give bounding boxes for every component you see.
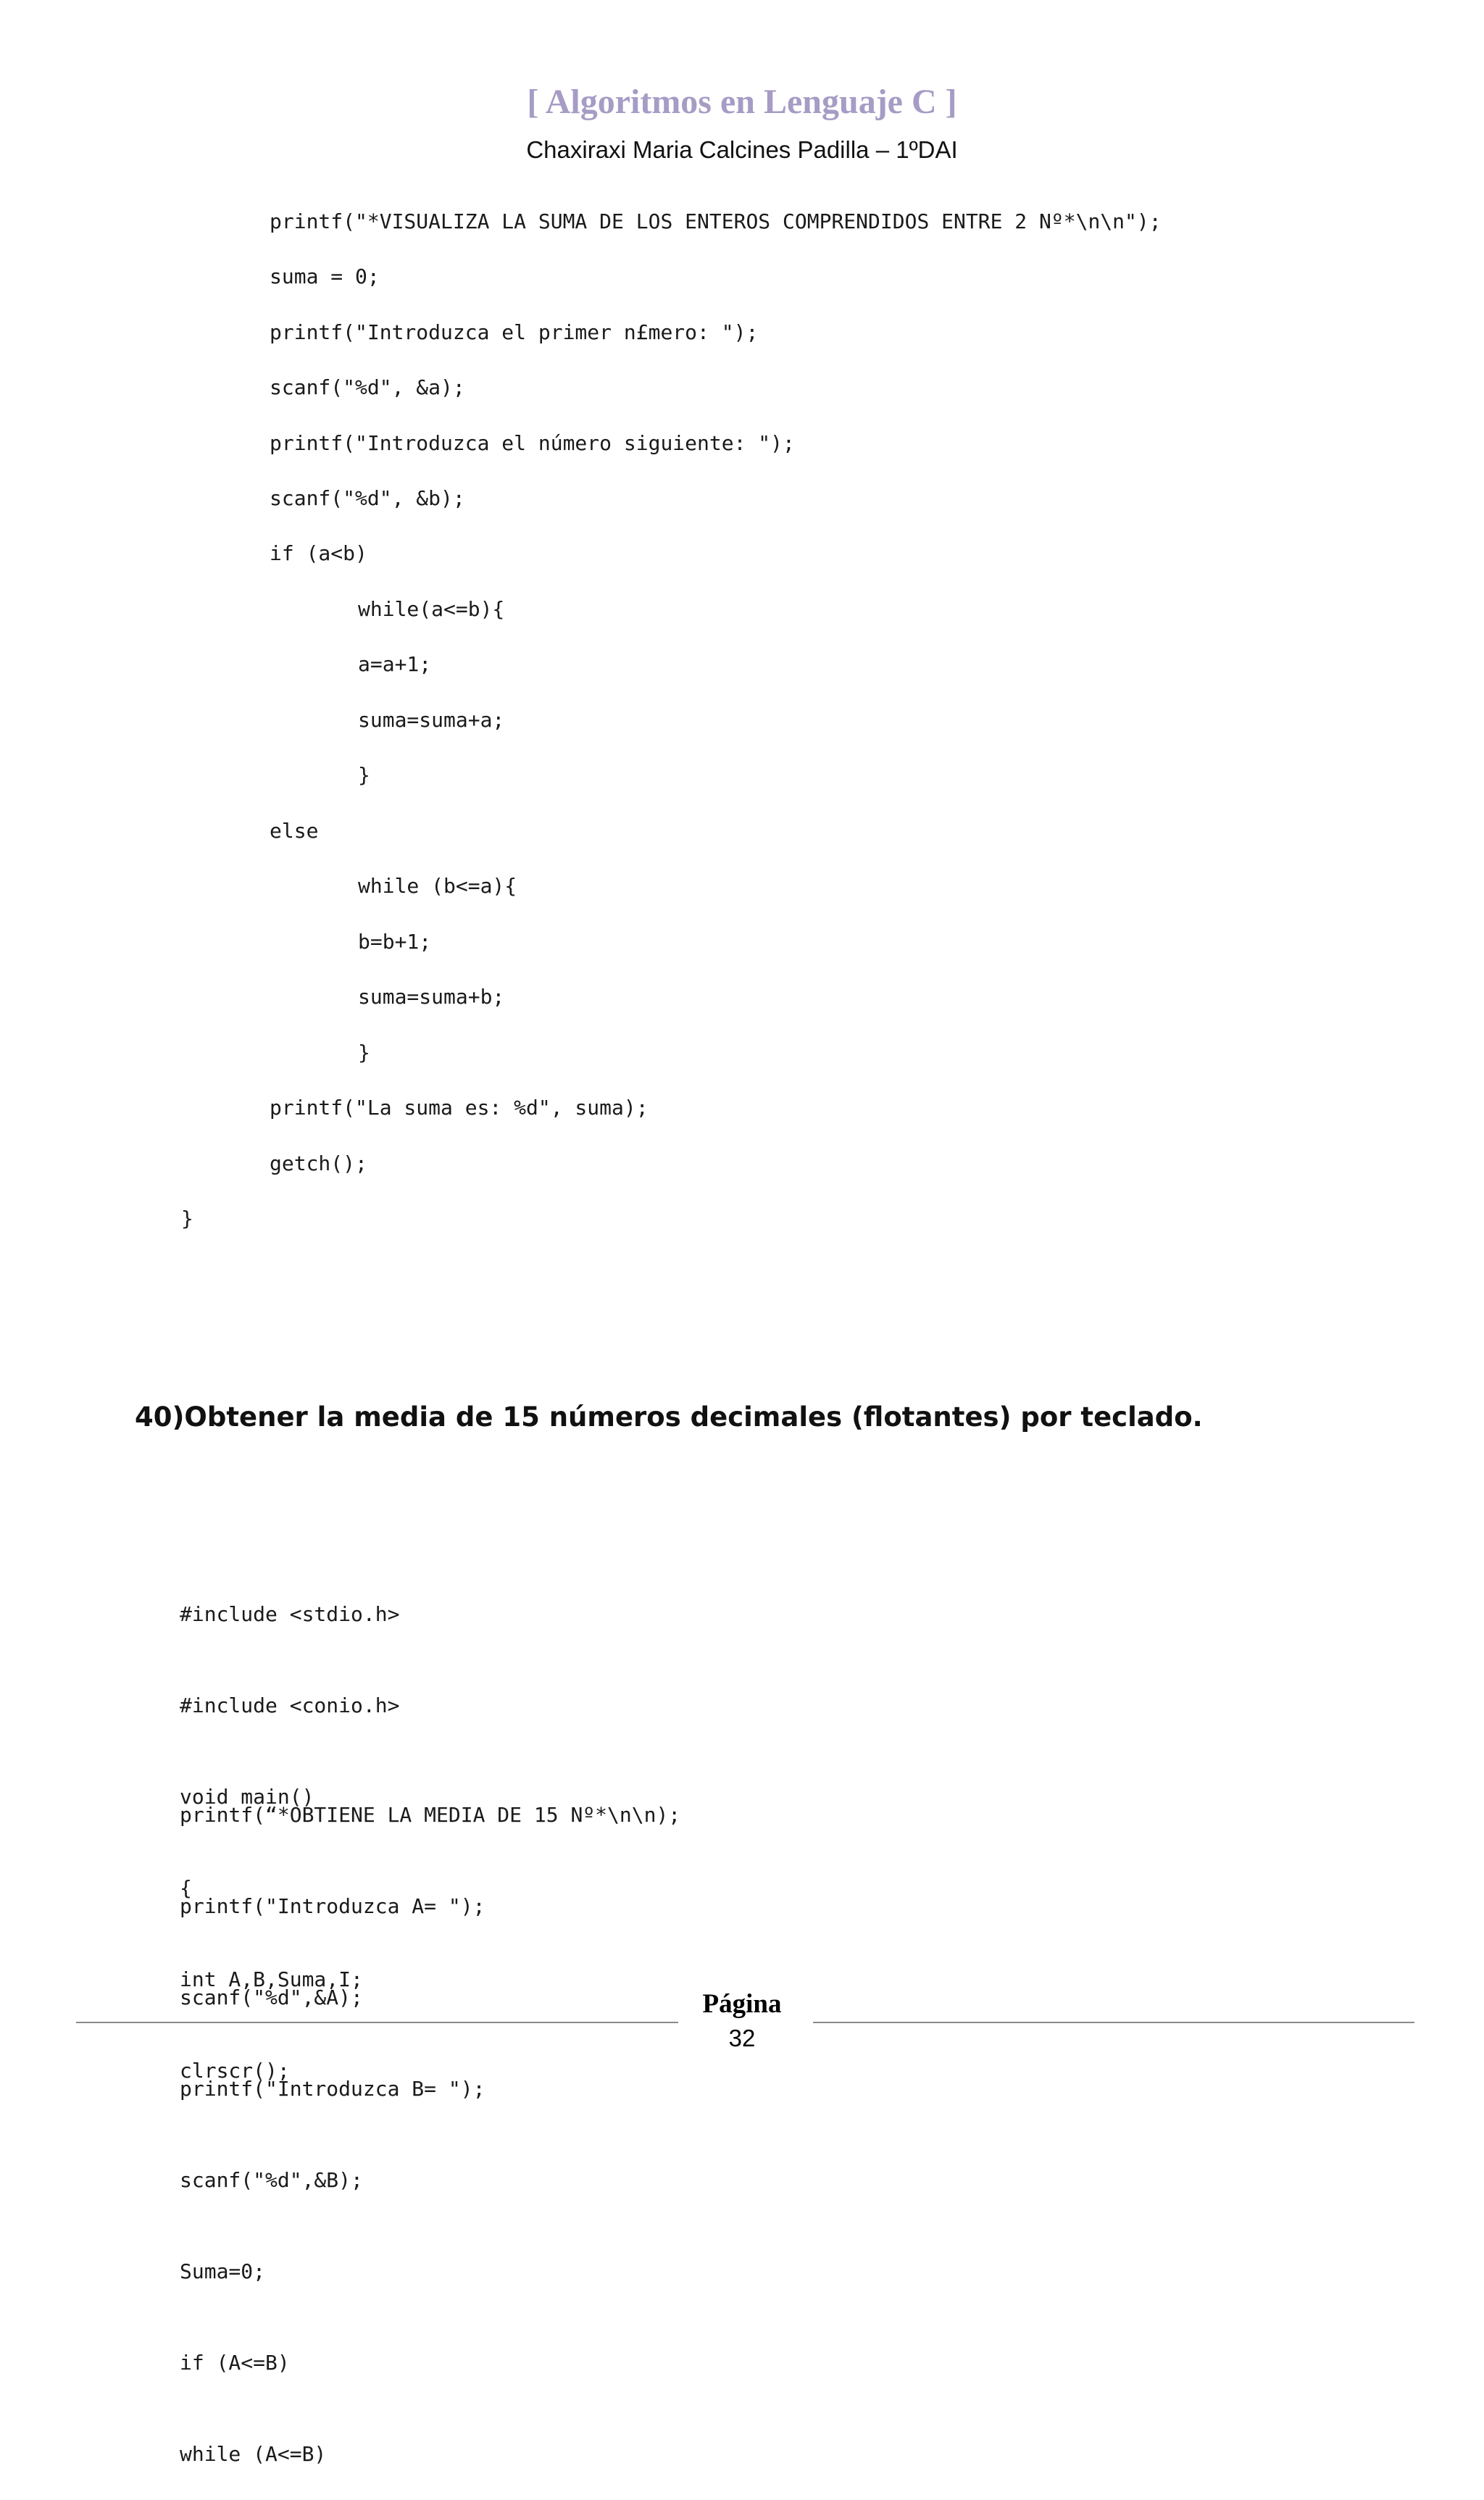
code-line: } [181, 1207, 193, 1230]
code-line: if (a<b) [270, 541, 367, 565]
code-line: printf("*VISUALIZA LA SUMA DE LOS ENTEROS COMPRENDIDOS ENTRE 2 Nº*\n\n"); [270, 209, 1162, 233]
code-line: printf("Introduzca el número siguiente: "); [270, 431, 795, 455]
code-line: else [270, 819, 319, 843]
code-line: suma=suma+a; [358, 708, 505, 732]
footer-rule-right [813, 2022, 1414, 2023]
code-line: b=b+1; [358, 930, 432, 954]
code-line: a=a+1; [358, 652, 432, 676]
code-line: printf("Introduzca B= "); [180, 2077, 485, 2101]
exercise-heading: 40)Obtener la media de 15 números decimales (flotantes) por teclado. [135, 1401, 1203, 1433]
page-header-title: [ Algoritmos en Lenguaje C ] [527, 83, 957, 121]
code-line: } [358, 1041, 370, 1064]
code-line: if (A<=B) [180, 2351, 290, 2375]
code-line: printf(“*OBTIENE LA MEDIA DE 15 Nº*\n\n); [180, 1803, 681, 1827]
code-block-2b [180, 1739, 680, 2500]
page-header-subtitle: Chaxiraxi Maria Calcines Padilla – 1ºDAI [526, 136, 958, 163]
code-line: scanf("%d",&A); [180, 1986, 363, 2009]
code-line: void main() [180, 1785, 314, 1809]
code-line: while (b<=a){ [358, 874, 517, 898]
code-line: while (A<=B) [180, 2442, 327, 2466]
code-line: getch(); [270, 1151, 367, 1175]
code-line: clrscr(); [180, 2059, 290, 2083]
code-line: int A,B,Suma,I; [180, 1967, 363, 1991]
code-line: Suma=0; [180, 2259, 266, 2283]
code-line: } [358, 763, 370, 787]
code-line: while(a<=b){ [358, 597, 505, 621]
code-line: scanf("%d",&B); [180, 2168, 363, 2192]
code-line: #include <stdio.h> [180, 1602, 400, 1626]
code-line: printf("Introduzca el primer n£mero: "); [270, 320, 759, 344]
code-line: { [180, 1876, 192, 1900]
code-line: suma=suma+b; [358, 985, 505, 1009]
code-line: printf("La suma es: %d", suma); [270, 1096, 649, 1120]
footer-page-label: Página [702, 1989, 782, 2019]
code-line: scanf("%d", &b); [270, 486, 465, 510]
code-line: suma = 0; [270, 264, 380, 288]
footer-rule-left [76, 2022, 678, 2023]
footer-page-number: 32 [728, 2025, 756, 2051]
code-line: scanf("%d", &a); [270, 375, 465, 399]
code-line: printf("Introduzca A= "); [180, 1894, 485, 1918]
code-line: #include <conio.h> [180, 1693, 400, 1717]
